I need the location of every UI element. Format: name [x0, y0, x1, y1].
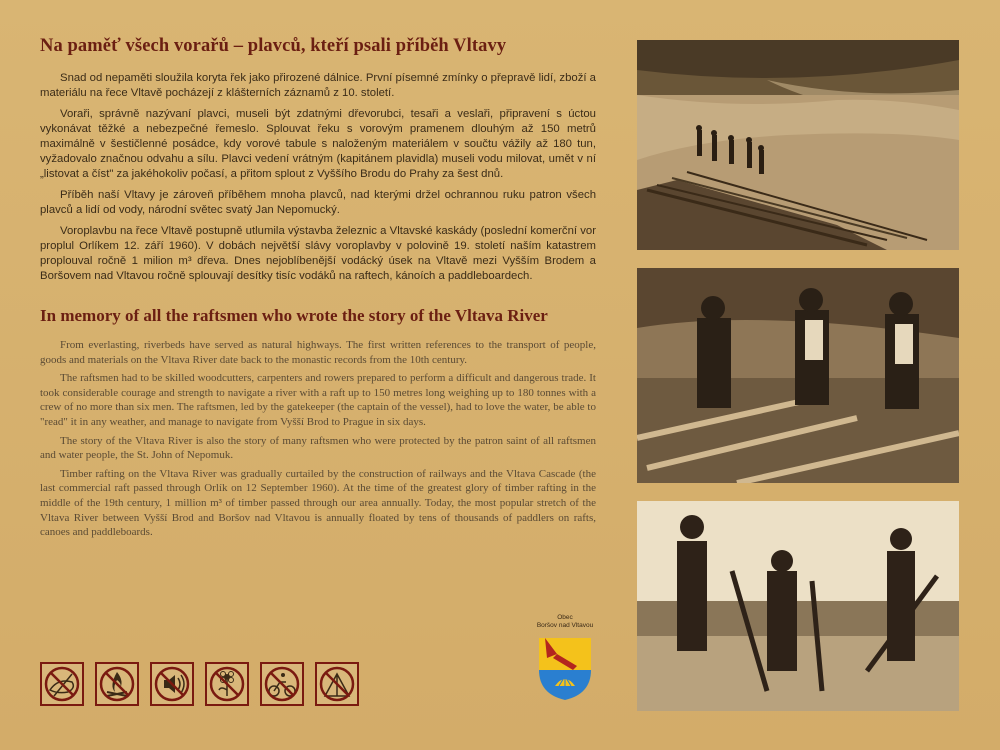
english-text [40, 338, 596, 540]
emblem-caption-line2: Boršov nad Vltavou [536, 622, 594, 629]
english-paragraph: The raftsmen had to be skilled woodcutters, carpenters and rowers prepared to perform a difficult and dangerous trade. It took considerable courage and strength to navigate a river with a raft up to 150 metres long weighing up to 180 tonnes with a crew of no more than six men. The raftsmen, led by the gatekeeper (the captain of the vessel), had to love the water, be able to "read" it in any weather, and manage to navigate from Vyšší Brod to Prague in six days. [40, 372, 596, 428]
english-paragraph: From everlasting, riverbeds have served as natural highways. The first written references to the transport of people, goods and materials on the Vltava River date back to the monastic records from the 10th century. [40, 339, 596, 366]
no-fire-icon [95, 662, 139, 706]
no-picking-flowers-icon [205, 662, 249, 706]
text-column [40, 36, 596, 544]
czech-paragraph: Příběh naší Vltavy je zároveň příběhem mnoha plavců, nad kterými držel ochrannou ruku patron všech plavců a lidí od vody, národní světec svatý Jan Nepomucký. [40, 189, 596, 216]
municipality-emblem [528, 614, 602, 702]
no-hunting-icon [40, 662, 84, 706]
photo-raftsmen-posing [637, 268, 959, 483]
emblem-caption-line1: Obec [557, 614, 573, 621]
czech-paragraph: Voroplavbu na řece Vltavě postupně utlumila výstavba železnic a Vltavské kaskády (poslední komerční vor proplul Orlíkem 12. září 1960). V dobách největší slávy voroplavby v polovině 19. století naším katastrem proplouval ročně 1 milion m³ dřeva. Dnes nejoblíbenější vodácký úsek na Vltavě mezi Vyšším Brodem a Boršovem nad Vltavou ročně splouvají desítky tisíc vodáků na raftech, kánoích a paddleboardech. [40, 225, 596, 282]
czech-title: Na paměť všech vorařů – plavců, kteří psali příběh Vltavy [40, 36, 507, 56]
english-paragraph: The story of the Vltava River is also the story of many raftsmen who were protected by the patron saint of all raftsmen and water people, the St. John of Nepomuk. [40, 434, 596, 462]
photo-raftsmen-steering [637, 501, 959, 711]
english-paragraph: Timber rafting on the Vltava River was gradually curtailed by the construction of railways and the Vltava Cascade (the last commercial raft passed through Orlík on 12 September 1960). At the time of the greatest glory of timber rafting in the middle of the 19th century, 1 million m³ of timber passed through our area annually. Today, the most popular stretch of the Vltava River between Vyšší Brod and Boršov nad Vltavou is annually floated by tens of thousands of paddlers on rafts, canoes and paddleboards. [40, 467, 596, 539]
czech-paragraph: Voraři, správně nazývaní plavci, museli být zdatnými dřevorubci, tesaři a veslaři, připravení s úctou vykonávat těžké a nebezpečné řemeslo. Splouvat řeku s vorovým pramenem dlouhým až 150 metrů maximálně v šestičlenné posádce, kdy vorové tabule s naloženým materiálem v součtu vážily až 180 tun, vyžadovalo značnou odvahu a sílu. Plavci vedení vrátným (kapitánem plavidla) museli vodu milovat, umět v ní „listovat a číst" za jakéhokoliv počasí, a přitom splout z Vyššího Brodu do Prahy za šest dnů. [40, 108, 596, 180]
no-camping-icon [315, 662, 359, 706]
czech-paragraph: Snad od nepaměti sloužila koryta řek jako přirozené dálnice. První písemné zmínky o přepravě lidí, zboží a materiálu na řece Vltavě pocházejí z klášterních záznamů z 10. století. [40, 72, 596, 99]
no-cycling-icon [260, 662, 304, 706]
czech-text [40, 71, 596, 284]
prohibition-icons [40, 662, 359, 706]
no-noise-icon [150, 662, 194, 706]
coat-of-arms-icon [537, 636, 593, 702]
english-title: In memory of all the raftsmen who wrote the story of the Vltava River [40, 306, 548, 325]
photo-raft-on-river [637, 40, 959, 250]
